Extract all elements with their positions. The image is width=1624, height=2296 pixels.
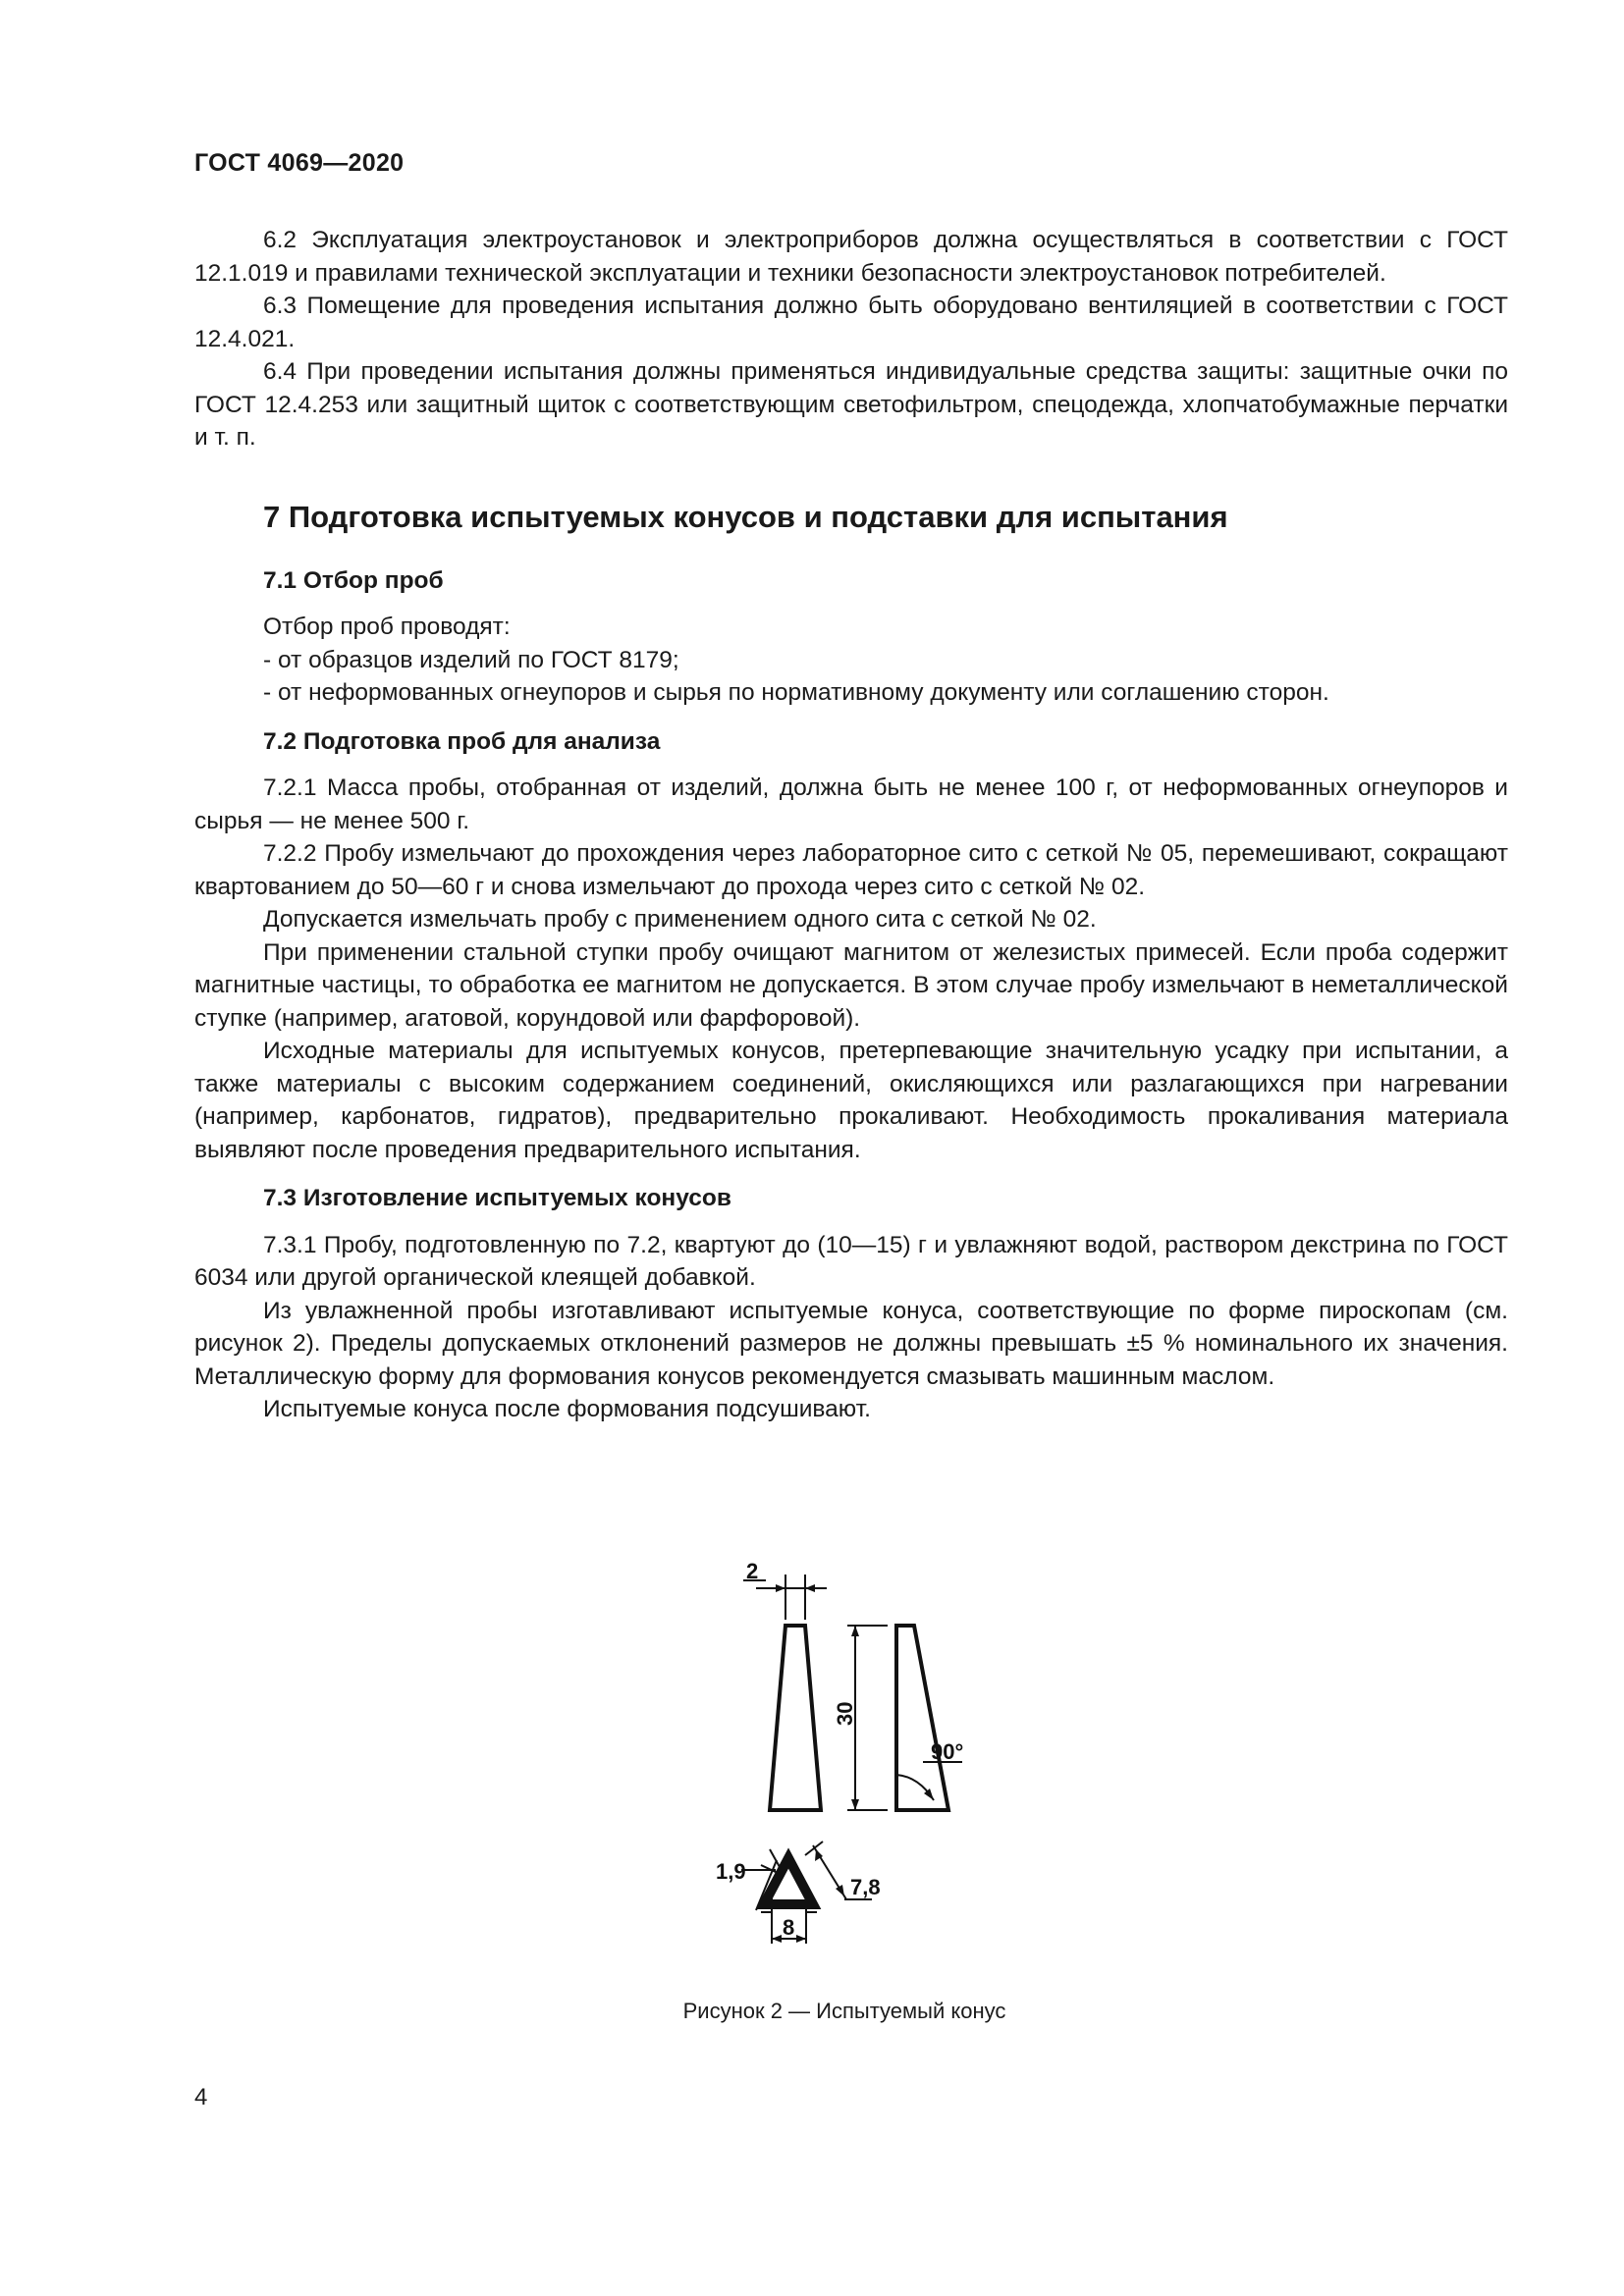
paragraph: При применении стальной ступки пробу очищают магнитом от железистых примесей. Если проба содержит магнитные частицы, то обработка ее магнитом не допускается. В этом случае пробу измельчают в неметаллической ступке (например, агатовой, корундовой или фарфоровой). bbox=[194, 938, 1508, 1032]
dim-base: 8 bbox=[783, 1915, 795, 1940]
page-number: 4 bbox=[194, 2084, 208, 2110]
paragraph: Из увлажненной пробы изготавливают испытуемые конуса, соответствующие по форме пироскопам (см. рисунок 2). Пределы допускаемых отклонений размеров не должны превышать ±5 % номинального их значения. Металлическую форму для формования конусов рекомендуется смазывать машинным маслом. bbox=[194, 1297, 1508, 1390]
sampling-intro: Отбор проб проводят: bbox=[263, 614, 511, 640]
list-item: - от неформованных огнеупоров и сырья по нормативному документу или соглашению сторон. bbox=[263, 679, 1329, 706]
dim-side: 7,8 bbox=[850, 1875, 881, 1899]
paragraph-6-2: 6.2 Эксплуатация электроустановок и электроприборов должна осуществляться в соответствии с ГОСТ 12.1.019 и правилами технической эксплуатации и техники безопасности электроустановок потребителей. bbox=[194, 227, 1508, 287]
paragraph-7-2-2: 7.2.2 Пробу измельчают до прохождения через лабораторное сито с сеткой № 05, перемешивают, сокращают квартованием до 50—60 г и снова измельчают до прохода через сито с сеткой № 02. bbox=[194, 840, 1508, 900]
cone-cross-section bbox=[764, 1858, 813, 1904]
cone-side-view bbox=[896, 1626, 948, 1810]
paragraph: Исходные материалы для испытуемых конусов, претерпевающие значительную усадку при испытании, а также материалы с высоким содержанием соединений, окисляющихся или разлагающихся при нагревании (например, карбонатов, гидратов), предварительно прокаливают. Необходимость прокаливания материала выявляют после проведения предварительного испытания. bbox=[194, 1038, 1508, 1163]
paragraph-6-3: 6.3 Помещение для проведения испытания должно быть оборудовано вентиляцией в соответствии с ГОСТ 12.4.021. bbox=[194, 293, 1508, 352]
document-header: ГОСТ 4069—2020 bbox=[194, 149, 405, 177]
caption-text: Рисунок 2 — Испытуемый конус bbox=[682, 1999, 1006, 2023]
dim-height: 30 bbox=[833, 1701, 857, 1726]
subsection-7-1-heading: 7.1 Отбор проб bbox=[263, 566, 444, 594]
paragraph: Допускается измельчать пробу с применением одного сита с сеткой № 02. bbox=[263, 906, 1097, 933]
dim-angle: 90° bbox=[931, 1739, 964, 1764]
test-cone-figure bbox=[687, 1541, 1080, 1963]
paragraph-7-3-1: 7.3.1 Пробу, подготовленную по 7.2, квартуют до (10—15) г и увлажняют водой, раствором декстрина по ГОСТ 6034 или другой органической клеящей добавкой. bbox=[194, 1231, 1508, 1291]
subsection-7-3-heading: 7.3 Изготовление испытуемых конусов bbox=[263, 1185, 731, 1211]
page-content bbox=[194, 224, 1508, 1426]
list-item: - от образцов изделий по ГОСТ 8179; bbox=[263, 646, 679, 673]
paragraph: Испытуемые конуса после формования подсушивают. bbox=[263, 1396, 871, 1422]
figure-caption bbox=[0, 1999, 1624, 2024]
section-7-heading: 7 Подготовка испытуемых конусов и подставки для испытания bbox=[263, 499, 1228, 534]
dim-top-width: 2 bbox=[746, 1559, 759, 1583]
paragraph-7-2-1: 7.2.1 Масса пробы, отобранная от изделий, должна быть не менее 100 г, от неформованных огнеупоров и сырья — не менее 500 г. bbox=[194, 774, 1508, 834]
paragraph-6-4: 6.4 При проведении испытания должны применяться индивидуальные средства защиты: защитные очки по ГОСТ 12.4.253 или защитный щиток с соответствующим светофильтром, спецодежда, хлопчатобумажные перчатки и т. п. bbox=[194, 358, 1508, 451]
subsection-7-2-heading: 7.2 Подготовка проб для анализа bbox=[263, 727, 661, 755]
dim-edge: 1,9 bbox=[716, 1859, 746, 1884]
cone-front-view bbox=[770, 1626, 821, 1810]
